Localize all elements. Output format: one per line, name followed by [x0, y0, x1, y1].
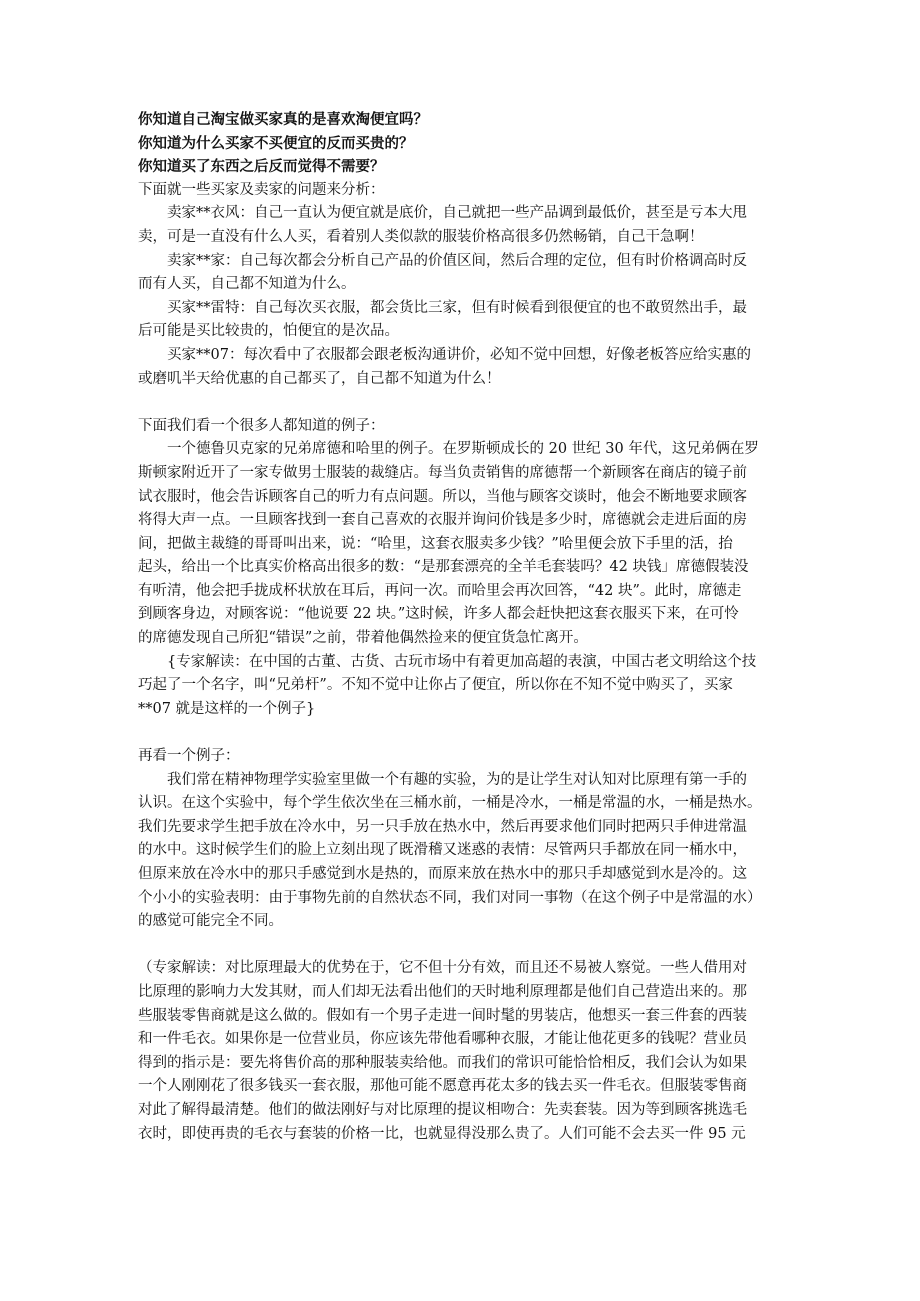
text-line: 我们先要求学生把手放在冷水中，另一只手放在热水中，然后再要求他们同时把两只手伸进常温 [138, 818, 747, 835]
text-line: 的席德发现自己所犯“错误”之前，带着他偶然捡来的便宜货急忙离开。 [138, 630, 588, 647]
text-line: 后可能是买比较贵的，怕便宜的是次品。 [138, 323, 399, 340]
text-line: 有听清，他会把手拢成杯状放在耳后，再问一次。而哈里会再次回答，“42 块”。此时，席德走 [138, 582, 742, 599]
text-line: 间，把做主裁缝的哥哥叫出来，说：“哈里，这套衣服卖多少钱？”哈里便会放下手里的活，抬 [138, 535, 733, 552]
text-line: 下面我们看一个很多人都知道的例子： [138, 417, 385, 434]
text-line: 巧起了一个名字，叫“兄弟杆”。不知不觉中让你占了便宜，所以你在不知不觉中购买了，买家 [138, 677, 733, 694]
text-line: 比原理的影响力大发其财，而人们却无法看出他们的天时地利原理都是他们自己营造出来的。那 [138, 983, 747, 1000]
text-line: 买家**雷特：自己每次买衣服，都会货比三家，但有时候看到很便宜的也不敢贸然出手，最 [167, 299, 747, 316]
text-line: 再看一个例子： [138, 748, 240, 765]
text-line: 试衣服时，他会告诉顾客自己的听力有点问题。所以，当他与顾客交谈时，他会不断地要求顾客 [138, 488, 747, 505]
text-line: 或磨叽半天给优惠的自己都买了，自己都不知道为什么！ [138, 370, 501, 387]
text-line: 我们常在精神物理学实验室里做一个有趣的实验，为的是让学生对认知对比原理有第一手的 [167, 771, 747, 788]
text-line: 的感觉可能完全不同。 [138, 913, 283, 930]
text-line: 和一件毛衣。如果你是一位营业员，你应该先带他看哪种衣服，才能让他花更多的钱呢？营业员 [138, 1031, 747, 1048]
text-line: **07 就是这样的一个例子} [138, 700, 316, 717]
question-line: 你知道自己淘宝做买家真的是喜欢淘便宜吗？ [138, 111, 428, 128]
text-line: 些服装零售商就是这么做的。假如有一个男子走进一间时髦的男装店，他想买一套三件套的西装 [138, 1007, 747, 1024]
text-line: 对此了解得最清楚。他们的做法刚好与对比原理的提议相吻合：先卖套装。因为等到顾客挑选毛 [138, 1101, 747, 1118]
blank-line [138, 721, 786, 745]
blank-line [138, 391, 786, 415]
text-line: 得到的指示是：要先将售价高的那种服装卖给他。而我们的常识可能恰恰相反，我们会认为如果 [138, 1054, 747, 1071]
text-line: 而有人买，自己都不知道为什么。 [138, 276, 356, 293]
text-line: 买家**07：每次看中了衣服都会跟老板沟通讲价，必知不觉中回想，好像老板答应给实惠的 [167, 346, 751, 363]
text-line: 起头，给出一个比真实价格高出很多的数：“是那套漂亮的全羊毛套装吗？42 块钱」席德假装没 [138, 559, 749, 576]
text-line: 到顾客身边，对顾客说：“他说要 22 块。”这时候，许多人都会赶快把这套衣服买下来，在可怜 [138, 606, 739, 623]
text-line: {专家解读：在中国的古董、古货、古玩市场中有着更加高超的表演，中国古老文明给这个技 [167, 653, 757, 670]
blank-line [138, 934, 786, 958]
question-line: 你知道为什么买家不买便宜的反而买贵的？ [138, 134, 414, 152]
text-line: 将得大声一点。一旦顾客找到一套自己喜欢的衣服并询问价钱是多少时，席德就会走进后面的房 [138, 512, 747, 529]
text-line: 衣时，即使再贵的毛衣与套装的价格一比，也就显得没那么贵了。人们可能不会去买一件 95 元 [138, 1125, 746, 1142]
text-line: 一个人刚刚花了很多钱买一套衣服，那他可能不愿意再花太多的钱去买一件毛衣。但服装零售商 [138, 1078, 747, 1095]
text-line: 卖家**衣风：自己一直认为便宜就是底价，自己就把一些产品调到最低价，甚至是亏本大甩 [167, 205, 747, 222]
text-line: 认识。在这个实验中，每个学生依次坐在三桶水前，一桶是冷水，一桶是常温的水，一桶是热水。 [138, 795, 762, 812]
text-line: 卖家**家：自己每次都会分析自己产品的价值区间，然后合理的定位，但有时价格调高时反 [167, 252, 747, 269]
text-line: （专家解读：对比原理最大的优势在于，它不但十分有效，而且还不易被人察觉。一些人借用对 [138, 960, 747, 977]
text-line: 个小小的实验表明：由于事物先前的自然状态不同，我们对同一事物（在这个例子中是常温的水） [138, 889, 762, 906]
document-page [138, 108, 786, 1146]
text-line: 但原来放在冷水中的那只手感觉到水是热的，而原来放在热水中的那只手却感觉到水是冷的。这 [138, 866, 747, 882]
text-line: 卖，可是一直没有什么人买，看着别人类似款的服装价格高很多仍然畅销，自己干急啊！ [138, 228, 704, 245]
text-line: 的水中。这时候学生们的脸上立刻出现了既滑稽又迷惑的表情：尽管两只手都放在同一桶水中， [138, 842, 747, 859]
text-line: 下面就一些买家及卖家的问题来分析： [138, 181, 385, 198]
text-line: 斯顿家附近开了一家专做男士服装的裁缝店。每当负责销售的席德帮一个新顾客在商店的镜子前 [138, 464, 747, 481]
text-line: 一个德鲁贝克家的兄弟席德和哈里的例子。在罗斯顿成长的 20 世纪 30 年代，这兄弟俩在罗 [167, 441, 759, 458]
question-line: 你知道买了东西之后反而觉得不需要？ [138, 158, 385, 176]
